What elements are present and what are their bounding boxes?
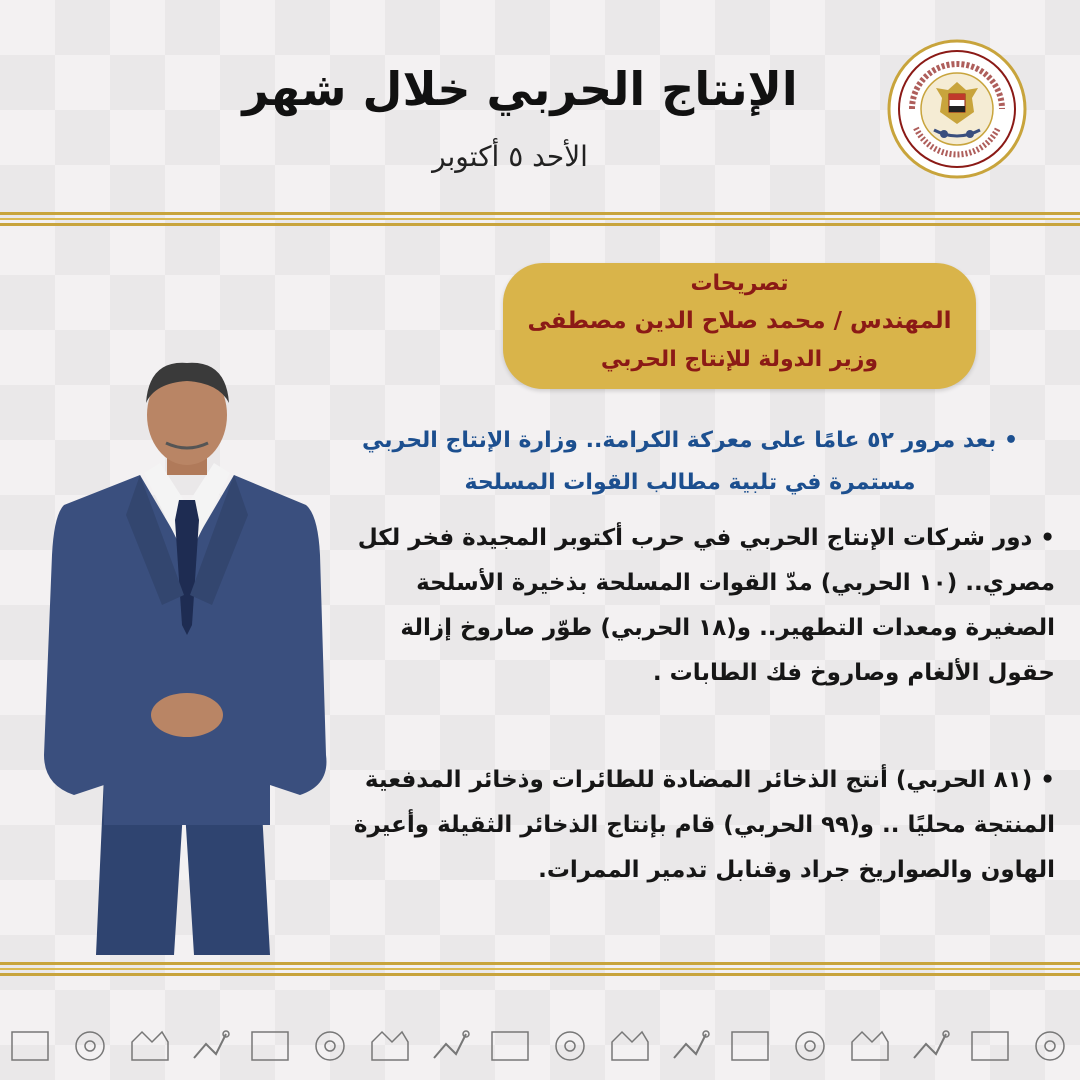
machine-icon bbox=[492, 1032, 528, 1060]
gauge-icon bbox=[194, 1031, 229, 1058]
paragraph-line: الهاون والصواريخ جراد وقنابل تدمير الممرات. bbox=[538, 857, 1055, 883]
paragraph-2 bbox=[345, 758, 1055, 893]
top-divider bbox=[0, 212, 1080, 226]
worker-icon bbox=[1036, 1032, 1064, 1060]
statements-label: تصريحات bbox=[690, 271, 789, 296]
robot-arm-icon bbox=[972, 1032, 1008, 1060]
speaker-role: وزير الدولة للإنتاج الحربي bbox=[600, 347, 879, 372]
microscope-icon bbox=[674, 1031, 709, 1058]
worker-icon bbox=[852, 1032, 888, 1060]
headline-line: • بعد مرور ٥٢ عامًا على معركة الكرامة.. وزارة الإنتاج الحربي bbox=[361, 428, 1019, 453]
worker-icon bbox=[732, 1032, 768, 1060]
industrial-icon-strip bbox=[0, 1010, 1080, 1080]
paragraph-line: • دور شركات الإنتاج الحربي في حرب أكتوبر المجيدة فخر لكل bbox=[357, 525, 1055, 551]
paragraph-line: مصري.. (١٠ الحربي) مدّ القوات المسلحة بذخيرة الأسلحة bbox=[416, 570, 1055, 596]
robot-arm-icon bbox=[556, 1032, 584, 1060]
paragraph-line: حقول الألغام وصاروخ فك الطابات . bbox=[652, 660, 1055, 686]
machine-icon bbox=[132, 1032, 168, 1060]
factory-icon bbox=[12, 1032, 48, 1060]
tools-icon bbox=[252, 1032, 288, 1060]
factory-icon bbox=[372, 1032, 408, 1060]
paragraph-line: • (٨١ الحربي) أنتج الذخائر المضادة للطائرات وذخائر المدفعية bbox=[364, 767, 1055, 793]
speaker-name: المهندس / محمد صلاح الدين مصطفى bbox=[527, 308, 952, 334]
statements-banner bbox=[503, 263, 976, 389]
lathe-icon bbox=[914, 1031, 949, 1058]
robot-arm-icon bbox=[316, 1032, 344, 1060]
paragraph-line: الصغيرة ومعدات التطهير.. و(١٨ الحربي) طوّر صاروخ إزالة bbox=[400, 615, 1055, 641]
press-icon bbox=[612, 1032, 648, 1060]
headline bbox=[340, 420, 1040, 504]
date-subtitle: الأحد ٥ أكتوبر bbox=[432, 140, 588, 173]
headline-line: مستمرة في تلبية مطالب القوات المسلحة bbox=[464, 470, 916, 495]
paragraph-1 bbox=[345, 516, 1055, 696]
paragraph-line: المنتجة محليًا .. و(٩٩ الحربي) قام بإنتاج الذخائر الثقيلة وأعيرة bbox=[353, 812, 1055, 838]
truck-icon bbox=[76, 1032, 104, 1060]
conveyor-icon bbox=[796, 1032, 824, 1060]
control-panel-icon bbox=[434, 1031, 469, 1058]
minister-portrait bbox=[34, 355, 340, 965]
page-title: الإنتاج الحربي خلال شهر bbox=[242, 62, 798, 116]
ministry-seal-icon bbox=[886, 38, 1028, 180]
